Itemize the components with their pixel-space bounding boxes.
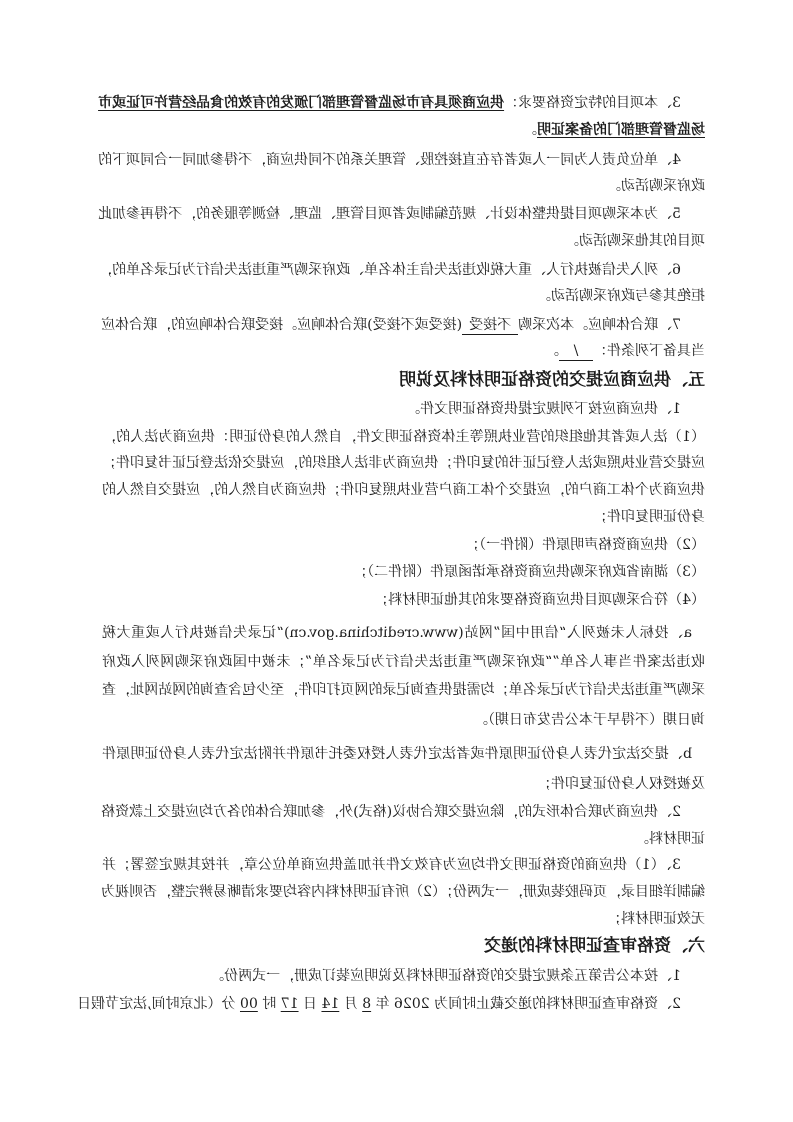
qualification-item-4-line-1: 4、单位负责人为同一人或者存在直接控股、管理关系的不同供应商，不得参加同一合同项下的 xyxy=(98,152,681,168)
consortium-conditions-blank: / xyxy=(559,343,593,361)
qualification-item-7-line-1 xyxy=(102,315,681,335)
qualification-item-7-conditions-end: 。 xyxy=(545,343,559,359)
qualification-item-3-end: 。 xyxy=(523,122,537,138)
deadline-minute: 00 xyxy=(239,996,258,1012)
qualification-item-3-line-1 xyxy=(98,93,681,113)
section-5-line: 应提交营业执照或法人登记证书的复印件；供应商为非法人组织的，应提交依法登记证书复印件； xyxy=(102,455,705,471)
section-5-heading: 五、供应商应提交的资格证明材料及说明 xyxy=(399,370,705,390)
qualification-item-3-requirement-cont: 场监督管理部门的备案证明 xyxy=(537,122,705,138)
section-5-line: （2）供应商资格声明原件（附件一）； xyxy=(465,537,705,553)
section-5-line: 3、（1）供应商的资格证明文件均应为有效文件并加盖供应商单位公章，并按其规定签署；并 xyxy=(102,857,681,873)
deadline-hour-unit: 时 xyxy=(257,996,281,1012)
qualification-item-3-lead: 3、本项目的特定资格要求： xyxy=(504,95,681,111)
qualification-item-7-line-2 xyxy=(102,341,705,361)
consortium-choice-blank: 不接受 xyxy=(462,317,518,335)
qualification-item-7-note: (接受或不接受)联合体响应。接受联合体响应的，联合体应 xyxy=(101,317,463,333)
section-5-line: 无效证明材料； xyxy=(607,911,705,927)
qualification-item-4-line-2: 政府采购活动。 xyxy=(607,178,705,194)
deadline-month: 8 xyxy=(362,996,372,1012)
section-5-line: 2、供应商为联合体形式的，除应提交联合协议(格式)外，参加联合体的各方均应提交上款资格 xyxy=(101,804,681,820)
section-5-line: 及被授权人身份证复印件； xyxy=(537,776,705,792)
qualification-item-5-line-2: 项目的其他采购活动。 xyxy=(565,233,705,249)
qualification-item-3-line-2 xyxy=(102,120,705,140)
section-5-line: 1、供应商应按下列规定提供资格证明文件。 xyxy=(406,401,681,417)
section-5-line: 身份证明复印件； xyxy=(593,509,705,525)
section-5-line: 供应商为个体工商户的，应提交个体工商户营业执照复印件；供应商为自然人的，应提交自然人的 xyxy=(102,482,705,498)
deadline-lead: 2、资格审查证明材料的递交截止时间为 2026 年 xyxy=(371,996,681,1012)
section-5-line: 询日期（不得早于本公告发布日期）。 xyxy=(474,712,705,728)
section-6-heading: 六、资格审查证明材料的递交 xyxy=(484,936,705,956)
deadline-day: 14 xyxy=(321,996,340,1012)
deadline-month-unit: 月 xyxy=(339,996,363,1012)
section-5-line: 采购严重违法失信行为记录名单；均需提供查询记录的网页打印件，至少包含查询的网站网址，查 xyxy=(102,682,705,698)
section-6-item-2 xyxy=(77,994,681,1014)
qualification-item-5-line-1: 5、为本采购项目提供整体设计、规范编制或者项目管理、监理、检测等服务的，不得再参加此 xyxy=(98,206,681,222)
section-5-line: （4）符合采购项目供应商资格要求的其他证明材料； xyxy=(374,592,705,608)
section-5-line: （1）法人或者其他组织的营业执照等主体资格证明文件，自然人的身份证明：供应商为法人的， xyxy=(102,429,705,445)
section-5-line: 编制详细目录，页码胶装成册，一式两份；（2）所有证明材料内容均要求清晰易辨完整，否则视为 xyxy=(101,884,705,900)
deadline-hour: 17 xyxy=(280,996,299,1012)
section-5-line: b、提交法定代表人身份证明原件或者法定代表人授权委托书原件并附法定代表人身份证明原件 xyxy=(102,746,692,762)
section-5-line: 收违法案件当事人名单”“政府采购严重违法失信行为记录名单”；未被中国政府采购网列入政府 xyxy=(102,654,705,670)
deadline-tail: 分（北京时间,法定节假日 xyxy=(77,996,240,1012)
qualification-item-7-conditions-lead: 当具备下列条件： xyxy=(593,343,705,359)
section-6-item-1: 1、按本公告第五条规定提交的资格证明材料及说明应装订成册，一式两份。 xyxy=(210,968,681,984)
qualification-item-7-lead: 7、联合体响应。本次采购 xyxy=(518,317,681,333)
qualification-item-6-line-1: 6、列入失信被执行人、重大税收违法失信主体名单、政府采购严重违法失信行为记录名单的， xyxy=(98,262,681,278)
qualification-item-6-line-2: 拒绝其参与政府采购活动。 xyxy=(537,288,705,304)
qualification-item-3-requirement: 供应商须具有市场监督管理部门颁发的有效的食品经营许可证或市 xyxy=(98,95,505,111)
deadline-day-unit: 日 xyxy=(298,996,322,1012)
section-5-line: a、投标人未被列入“信用中国”网站(www.creditchina.gov.cn)“记录失信被执行人或重大税 xyxy=(102,625,692,641)
section-5-line: （3）湖南省政府采购供应商资格承诺函原件（附件二）； xyxy=(353,564,705,580)
section-5-line: 证明材料。 xyxy=(635,831,705,847)
